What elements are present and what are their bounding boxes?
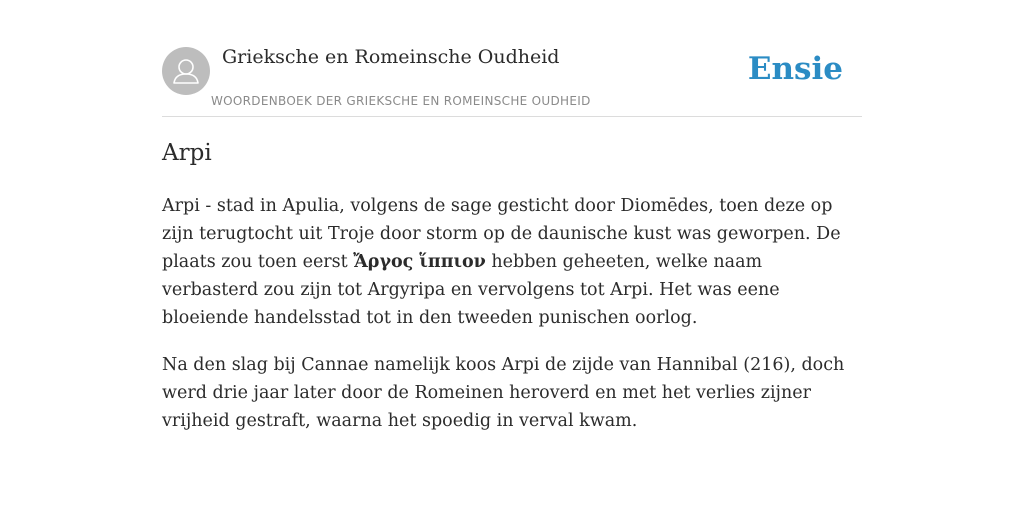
entry-paragraph-1 [162, 192, 862, 332]
site-subtitle[interactable]: WOORDENBOEK DER GRIEKSCHE EN ROMEINSCHE OUDHEID [211, 94, 591, 108]
user-avatar-icon[interactable] [162, 47, 210, 95]
entry-body [162, 192, 862, 454]
person-outline-icon [162, 47, 210, 95]
brand-logo[interactable]: Ensie [747, 51, 843, 87]
header [162, 0, 862, 117]
site-title[interactable]: Grieksche en Romeinsche Oudheid [222, 46, 560, 68]
entry-title: Arpi [162, 140, 212, 166]
entry-paragraph-2: Na den slag bij Cannae namelijk koos Arpi de zijde van Hannibal (216), doch werd drie jaar later door de Romeinen heroverd en met het verlies zijner vrijheid gestraft, waarna het spoedig in verval kwam. [162, 355, 845, 431]
paragraph-1-text-a: Arpi - stad in Apulia, volgens de sage gesticht door Diomēdes, toen deze op zijn terugtocht uit Troje door storm op de daunische kust was geworpen. De plaats zou toen eerst [162, 196, 841, 272]
paragraph-1-text-b: hebben geheeten, welke naam verbasterd zou zijn tot Argyripa en vervolgens tot Arpi. Het was eene bloeiende handelsstad tot in den tweeden punischen oorlog. [162, 252, 780, 328]
greek-term: Ἄργος ἵππιον [353, 252, 486, 272]
page [162, 0, 862, 512]
